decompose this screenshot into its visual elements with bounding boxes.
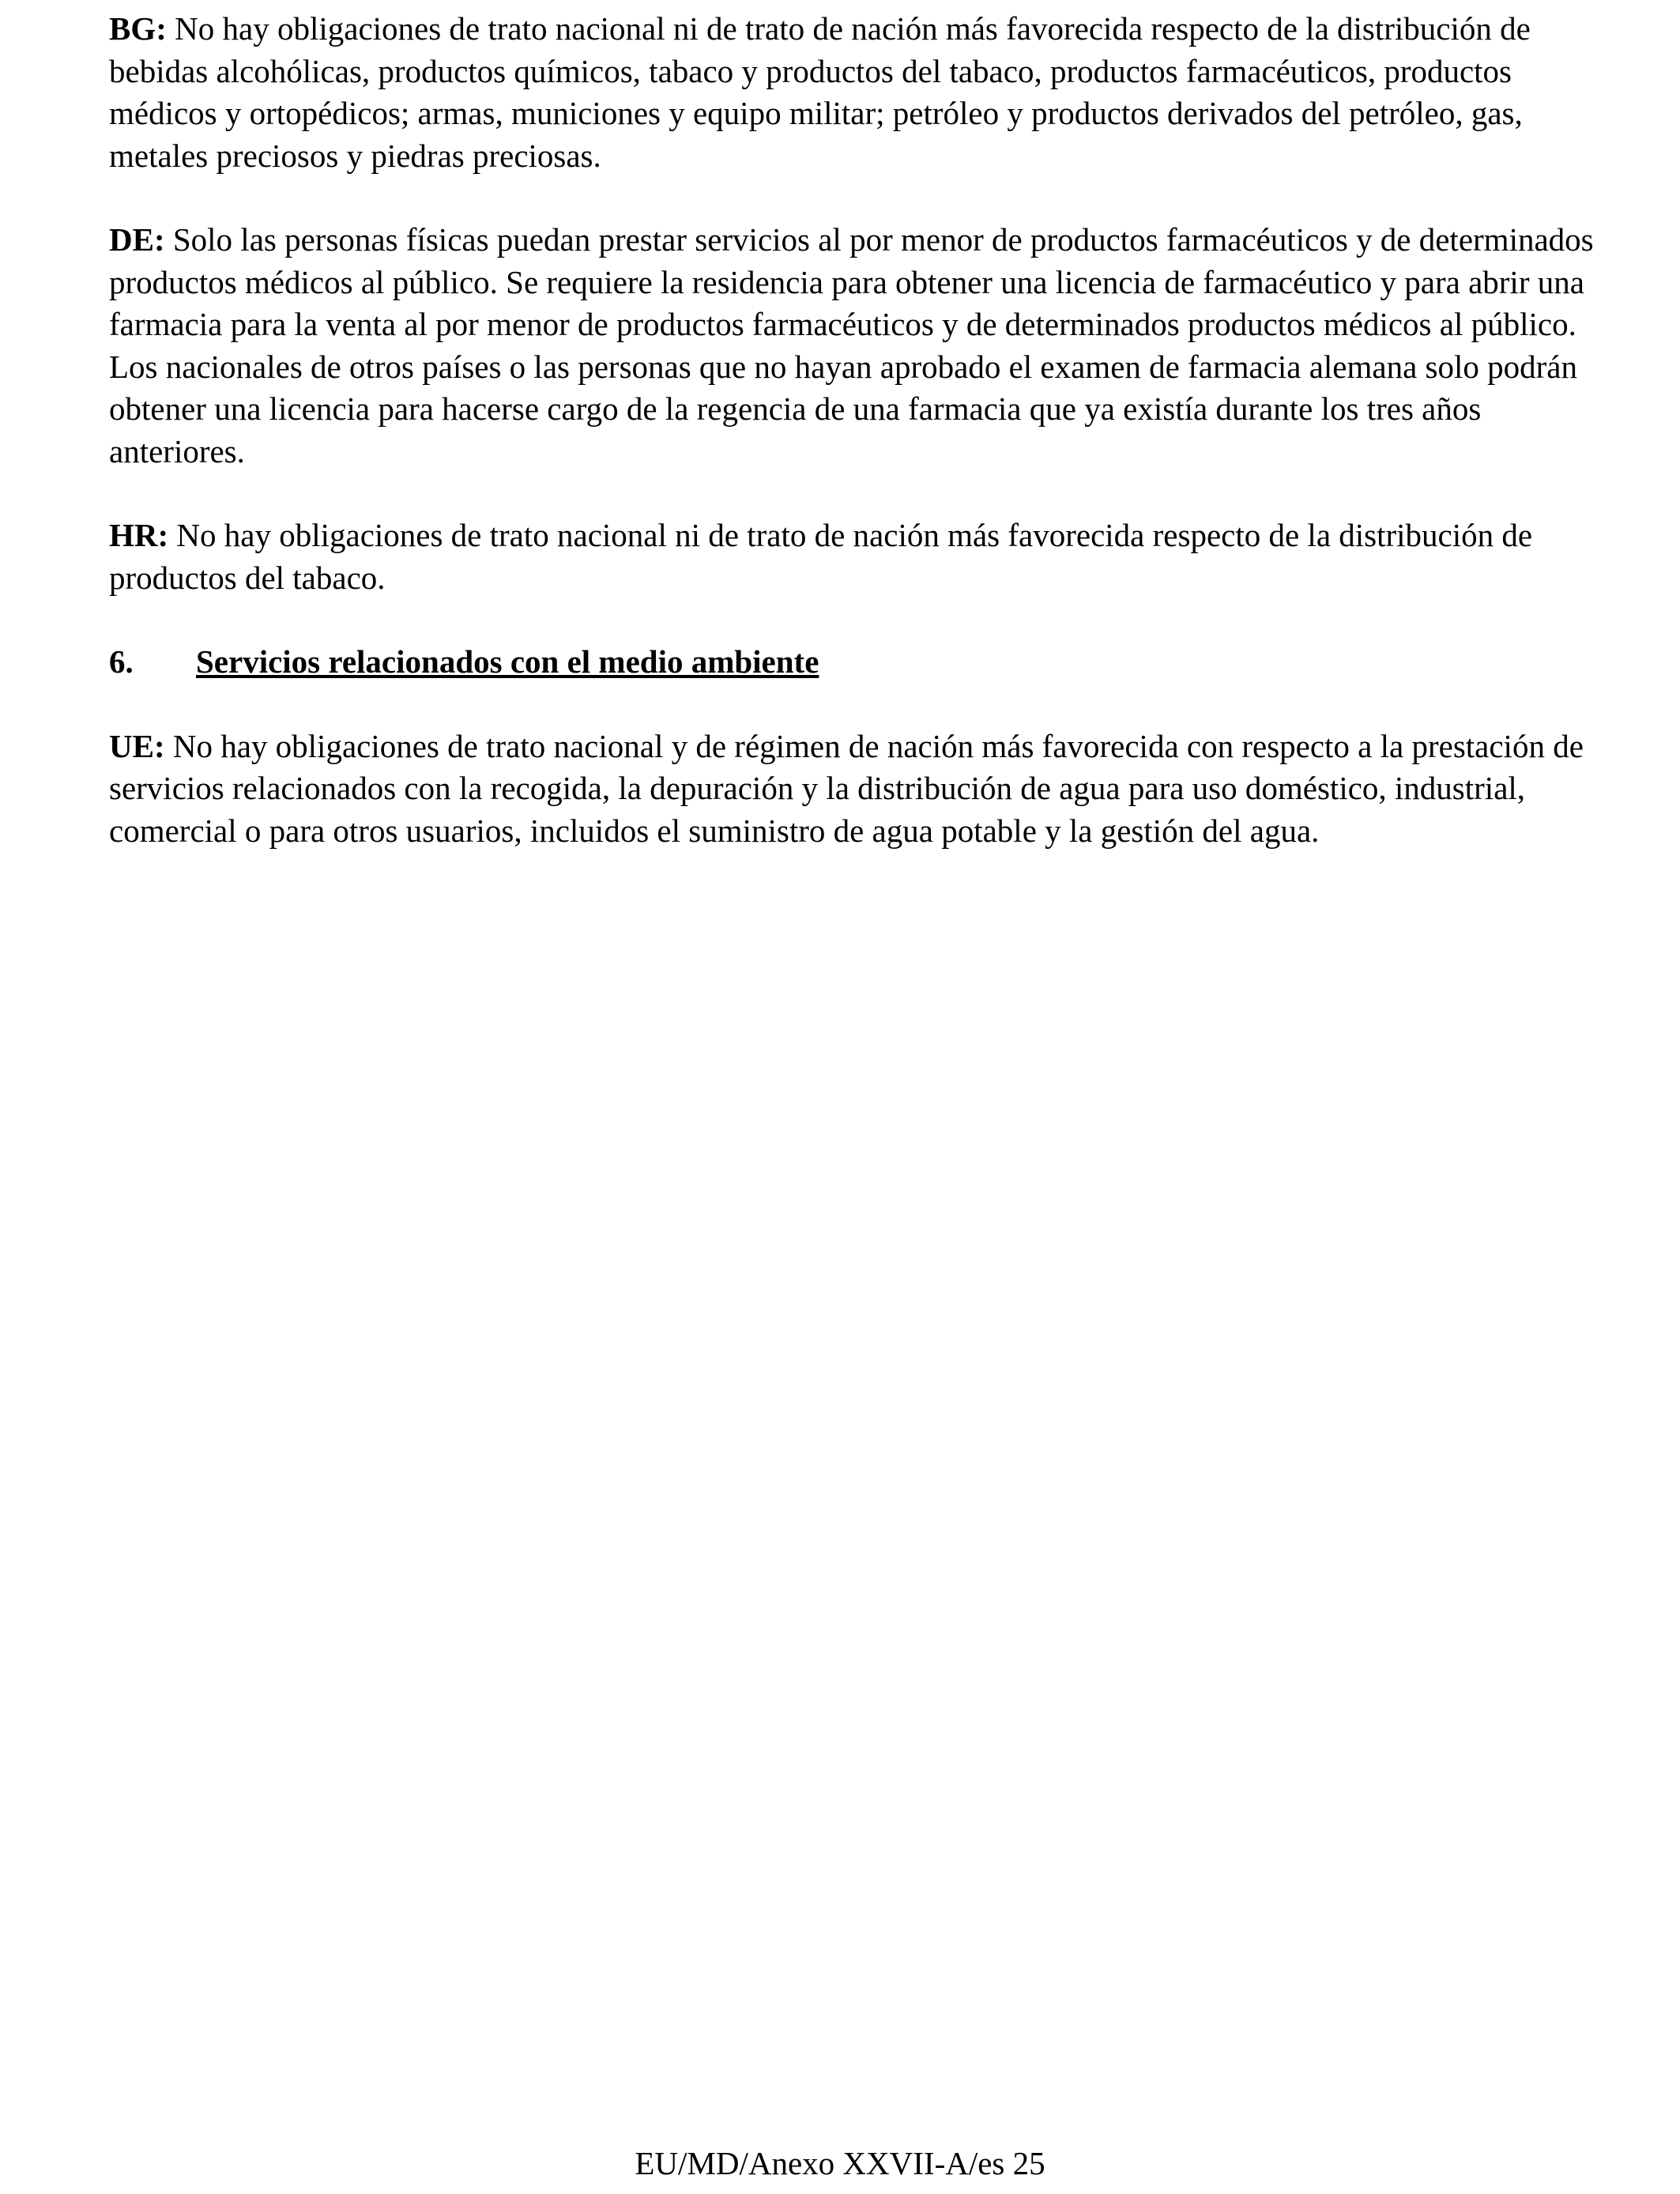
paragraph-de-text: Solo las personas físicas puedan prestar servicios al por menor de productos farmacéuticos y de determinados productos médicos al público. Se requiere la residencia para obtener una licencia de farmacéutico y para abrir una farmacia para la venta al por menor de productos farmacéuticos y de determinados productos médicos al público. Los nacionales de otros países o las personas que no hayan aprobado el examen de farmacia alemana solo podrán obtener una licencia para hacerse cargo de la regencia de una farmacia que ya existía durante los tres años anteriores.	[109, 221, 1594, 469]
paragraph-bg-text: No hay obligaciones de trato nacional ni de trato de nación más favorecida respecto de la distribución de bebidas alcohólicas, productos químicos, tabaco y productos del tabaco, productos farmacéuticos, productos médicos y ortopédicos; armas, municiones y equipo militar; petróleo y productos derivados del petróleo, gas, metales preciosos y piedras preciosas.	[109, 10, 1531, 174]
page-footer: EU/MD/Anexo XXVII-A/es 25	[635, 2145, 1045, 2181]
page-content	[109, 8, 1599, 894]
country-code-ue: UE:	[109, 727, 165, 764]
section-title: Servicios relacionados con el medio ambiente	[196, 643, 819, 680]
paragraph-hr	[109, 515, 1599, 599]
country-code-bg: BG:	[109, 10, 167, 47]
paragraph-ue	[109, 726, 1599, 853]
paragraph-bg	[109, 8, 1599, 177]
section-number: 6.	[109, 643, 134, 680]
paragraph-hr-text: No hay obligaciones de trato nacional ni de trato de nación más favorecida respecto de la distribución de productos del tabaco.	[109, 517, 1533, 596]
section-heading	[109, 641, 1599, 684]
country-code-de: DE:	[109, 221, 165, 258]
country-code-hr: HR:	[109, 517, 169, 553]
paragraph-de	[109, 219, 1599, 473]
paragraph-ue-text: No hay obligaciones de trato nacional y de régimen de nación más favorecida con respecto a la prestación de servicios relacionados con la recogida, la depuración y la distribución de agua para uso doméstico, industrial, comercial o para otros usuarios, incluidos el suministro de agua potable y la gestión del agua.	[109, 727, 1584, 849]
